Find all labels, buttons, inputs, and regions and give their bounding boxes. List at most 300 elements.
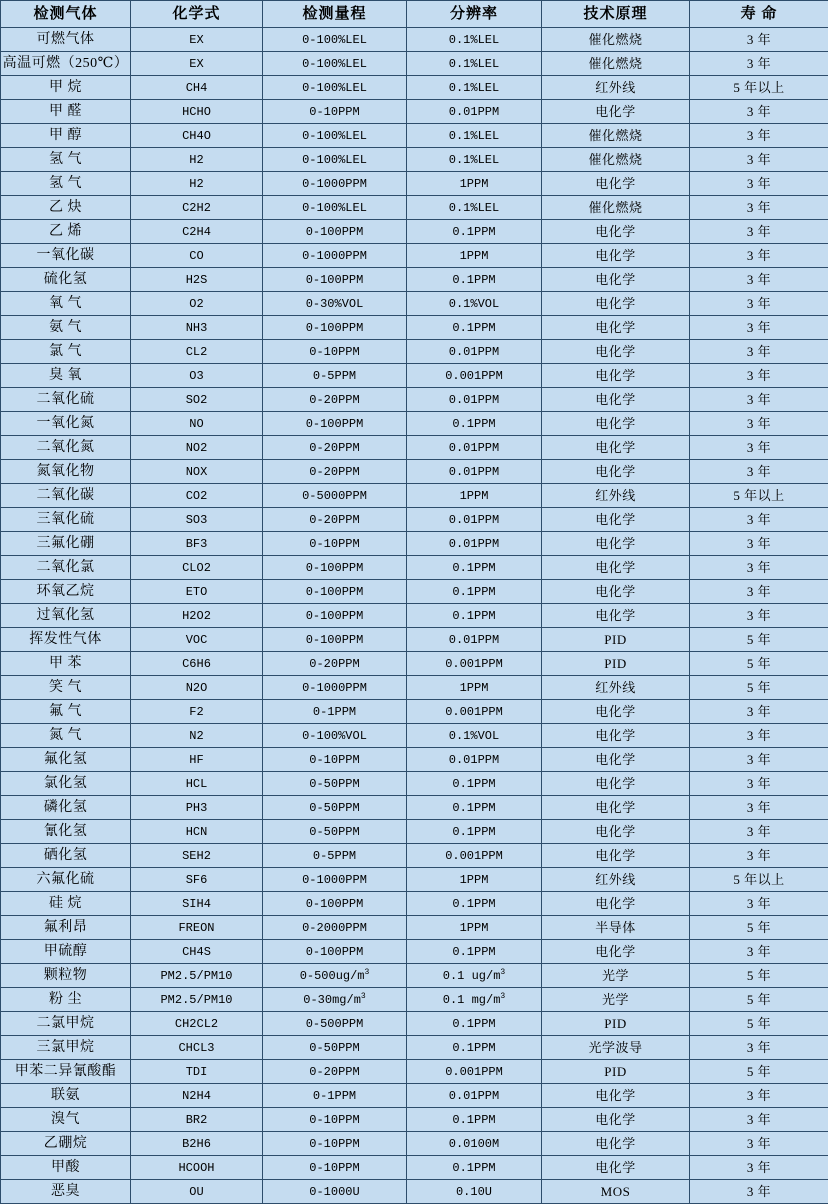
cell-gas-name: 氯化氢 [1, 772, 131, 796]
cell-gas-name: 甲 烷 [1, 76, 131, 100]
cell-technology: 电化学 [542, 388, 690, 412]
cell-gas-name: 联氨 [1, 1084, 131, 1108]
table-row [1, 700, 828, 724]
cell-lifetime: 5 年以上 [690, 868, 828, 892]
cell-range: 0-50PPM [263, 796, 407, 820]
cell-formula: O3 [131, 364, 263, 388]
cell-lifetime: 5 年 [690, 1012, 828, 1036]
cell-gas-name: 挥发性气体 [1, 628, 131, 652]
cell-resolution: 0.1PPM [407, 412, 542, 436]
cell-formula: VOC [131, 628, 263, 652]
cell-technology: 红外线 [542, 868, 690, 892]
cell-lifetime: 3 年 [690, 148, 828, 172]
cell-gas-name: 甲 醛 [1, 100, 131, 124]
table-row [1, 916, 828, 940]
cell-range: 0-100PPM [263, 628, 407, 652]
cell-technology: 电化学 [542, 748, 690, 772]
cell-technology: 电化学 [542, 796, 690, 820]
cell-formula: CH4S [131, 940, 263, 964]
cell-range: 0-1000PPM [263, 868, 407, 892]
table-row [1, 1012, 828, 1036]
table-row [1, 52, 828, 76]
cell-gas-name: 氯 气 [1, 340, 131, 364]
cell-technology: 光学 [542, 964, 690, 988]
cell-technology: 催化燃烧 [542, 148, 690, 172]
cell-technology: 电化学 [542, 1108, 690, 1132]
cell-range: 0-50PPM [263, 820, 407, 844]
cell-formula: C2H2 [131, 196, 263, 220]
cell-range: 0-100%LEL [263, 196, 407, 220]
table-row [1, 292, 828, 316]
cell-range: 0-1000PPM [263, 244, 407, 268]
table-row [1, 892, 828, 916]
cell-lifetime: 3 年 [690, 364, 828, 388]
cell-range: 0-100PPM [263, 892, 407, 916]
cell-gas-name: 高温可燃（250℃） [1, 52, 131, 76]
cell-resolution: 1PPM [407, 676, 542, 700]
cell-lifetime: 3 年 [690, 556, 828, 580]
cell-technology: 电化学 [542, 220, 690, 244]
cell-lifetime: 3 年 [690, 532, 828, 556]
cell-formula: NOX [131, 460, 263, 484]
cell-resolution: 0.1PPM [407, 772, 542, 796]
cell-gas-name: 甲苯二异氰酸酯 [1, 1060, 131, 1084]
cell-resolution: 1PPM [407, 916, 542, 940]
cell-technology: PID [542, 628, 690, 652]
cell-technology: 电化学 [542, 340, 690, 364]
cell-resolution: 0.1%LEL [407, 52, 542, 76]
cell-gas-name: 过氧化氢 [1, 604, 131, 628]
cell-gas-name: 溴气 [1, 1108, 131, 1132]
cell-resolution: 0.1%LEL [407, 28, 542, 52]
cell-lifetime: 3 年 [690, 892, 828, 916]
cell-range: 0-2000PPM [263, 916, 407, 940]
cell-range: 0-100%LEL [263, 76, 407, 100]
cell-formula: B2H6 [131, 1132, 263, 1156]
cell-gas-name: 氟化氢 [1, 748, 131, 772]
cell-lifetime: 5 年 [690, 964, 828, 988]
cell-formula: H2 [131, 172, 263, 196]
table-row [1, 868, 828, 892]
cell-lifetime: 5 年以上 [690, 484, 828, 508]
cell-resolution: 0.01PPM [407, 388, 542, 412]
cell-technology: 电化学 [542, 532, 690, 556]
table-header [1, 1, 828, 28]
cell-technology: 电化学 [542, 292, 690, 316]
cell-formula: SO3 [131, 508, 263, 532]
table-row [1, 316, 828, 340]
cell-lifetime: 3 年 [690, 1108, 828, 1132]
cell-resolution: 0.1PPM [407, 556, 542, 580]
cell-technology: 光学波导 [542, 1036, 690, 1060]
cell-range: 0-5000PPM [263, 484, 407, 508]
cell-range: 0-100%LEL [263, 28, 407, 52]
cell-formula: C6H6 [131, 652, 263, 676]
cell-range: 0-10PPM [263, 100, 407, 124]
cell-gas-name: 二氧化氯 [1, 556, 131, 580]
cell-formula: PM2.5/PM10 [131, 988, 263, 1012]
cell-technology: 红外线 [542, 484, 690, 508]
cell-resolution: 1PPM [407, 172, 542, 196]
cell-technology: PID [542, 652, 690, 676]
cell-resolution: 0.1PPM [407, 940, 542, 964]
cell-range: 0-5PPM [263, 364, 407, 388]
cell-lifetime: 3 年 [690, 28, 828, 52]
cell-gas-name: 颗粒物 [1, 964, 131, 988]
table-row [1, 1108, 828, 1132]
cell-lifetime: 3 年 [690, 340, 828, 364]
cell-formula: HF [131, 748, 263, 772]
table-row [1, 412, 828, 436]
cell-formula: FREON [131, 916, 263, 940]
cell-gas-name: 二氧化氮 [1, 436, 131, 460]
cell-gas-name: 氮氧化物 [1, 460, 131, 484]
cell-gas-name: 甲 苯 [1, 652, 131, 676]
cell-resolution: 0.1%VOL [407, 724, 542, 748]
cell-resolution: 0.1PPM [407, 1012, 542, 1036]
cell-resolution: 1PPM [407, 244, 542, 268]
cell-gas-name: 氢 气 [1, 172, 131, 196]
cell-resolution: 0.1%LEL [407, 196, 542, 220]
cell-resolution: 0.1PPM [407, 820, 542, 844]
cell-formula: EX [131, 28, 263, 52]
cell-range: 0-20PPM [263, 1060, 407, 1084]
cell-range: 0-100PPM [263, 556, 407, 580]
cell-technology: PID [542, 1060, 690, 1084]
cell-lifetime: 3 年 [690, 940, 828, 964]
cell-gas-name: 乙 炔 [1, 196, 131, 220]
cell-formula: SIH4 [131, 892, 263, 916]
cell-gas-name: 乙 烯 [1, 220, 131, 244]
column-header-technology: 技术原理 [542, 1, 690, 28]
cell-resolution: 0.001PPM [407, 364, 542, 388]
cell-range: 0-10PPM [263, 340, 407, 364]
cell-resolution: 0.1 $ug/m^3$ [407, 964, 542, 988]
cell-formula: SF6 [131, 868, 263, 892]
cell-lifetime: 3 年 [690, 292, 828, 316]
cell-technology: 电化学 [542, 268, 690, 292]
cell-technology: 红外线 [542, 76, 690, 100]
cell-range: 0-100PPM [263, 412, 407, 436]
cell-resolution: 0.1%VOL [407, 292, 542, 316]
table-row [1, 76, 828, 100]
cell-formula: CHCL3 [131, 1036, 263, 1060]
table-row [1, 1156, 828, 1180]
cell-formula: OU [131, 1180, 263, 1204]
column-header-resolution: 分辨率 [407, 1, 542, 28]
cell-formula: CO2 [131, 484, 263, 508]
cell-gas-name: 三氧化硫 [1, 508, 131, 532]
cell-resolution: 0.001PPM [407, 700, 542, 724]
table-row [1, 604, 828, 628]
cell-formula: SEH2 [131, 844, 263, 868]
cell-lifetime: 5 年以上 [690, 76, 828, 100]
cell-gas-name: 氧 气 [1, 292, 131, 316]
column-header-formula: 化学式 [131, 1, 263, 28]
cell-lifetime: 3 年 [690, 196, 828, 220]
table-row [1, 556, 828, 580]
cell-range: 0-10PPM [263, 748, 407, 772]
cell-lifetime: 3 年 [690, 436, 828, 460]
cell-resolution: 1PPM [407, 484, 542, 508]
cell-gas-name: 氰化氢 [1, 820, 131, 844]
cell-lifetime: 3 年 [690, 508, 828, 532]
cell-range: 0-10PPM [263, 1132, 407, 1156]
cell-resolution: 0.01PPM [407, 508, 542, 532]
table-row [1, 652, 828, 676]
cell-technology: 电化学 [542, 244, 690, 268]
cell-lifetime: 3 年 [690, 172, 828, 196]
cell-resolution: 0.001PPM [407, 1060, 542, 1084]
table-row [1, 676, 828, 700]
table-row [1, 244, 828, 268]
table-row [1, 340, 828, 364]
cell-technology: 电化学 [542, 580, 690, 604]
cell-resolution: 0.1PPM [407, 1036, 542, 1060]
cell-lifetime: 3 年 [690, 244, 828, 268]
table-row [1, 532, 828, 556]
cell-resolution: 0.01PPM [407, 1084, 542, 1108]
table-row [1, 580, 828, 604]
cell-technology: 电化学 [542, 772, 690, 796]
cell-gas-name: 氮 气 [1, 724, 131, 748]
cell-formula: C2H4 [131, 220, 263, 244]
cell-formula: BF3 [131, 532, 263, 556]
cell-range: 0-20PPM [263, 388, 407, 412]
cell-range: 0-100PPM [263, 940, 407, 964]
cell-formula: CL2 [131, 340, 263, 364]
table-row [1, 1180, 828, 1204]
cell-range: 0-500PPM [263, 1012, 407, 1036]
cell-lifetime: 5 年 [690, 988, 828, 1012]
cell-lifetime: 3 年 [690, 220, 828, 244]
cell-range: 0-20PPM [263, 652, 407, 676]
cell-formula: PM2.5/PM10 [131, 964, 263, 988]
table-row [1, 1132, 828, 1156]
cell-gas-name: 乙硼烷 [1, 1132, 131, 1156]
cell-technology: 电化学 [542, 844, 690, 868]
cell-resolution: 0.01PPM [407, 532, 542, 556]
cell-technology: 电化学 [542, 556, 690, 580]
cell-formula: NO2 [131, 436, 263, 460]
cell-resolution: 0.01PPM [407, 628, 542, 652]
cell-range: 0-1000PPM [263, 172, 407, 196]
cell-formula: NO [131, 412, 263, 436]
cell-gas-name: 三氟化硼 [1, 532, 131, 556]
cell-lifetime: 5 年 [690, 916, 828, 940]
table-row [1, 772, 828, 796]
cell-gas-name: 甲 醇 [1, 124, 131, 148]
cell-lifetime: 3 年 [690, 796, 828, 820]
table-row [1, 100, 828, 124]
cell-resolution: 0.1PPM [407, 1108, 542, 1132]
table-row [1, 196, 828, 220]
cell-resolution: 0.1%LEL [407, 76, 542, 100]
cell-lifetime: 3 年 [690, 772, 828, 796]
cell-formula: HCL [131, 772, 263, 796]
cell-gas-name: 三氯甲烷 [1, 1036, 131, 1060]
cell-formula: TDI [131, 1060, 263, 1084]
cell-resolution: 0.01PPM [407, 100, 542, 124]
table-row [1, 820, 828, 844]
cell-technology: 催化燃烧 [542, 124, 690, 148]
cell-technology: 电化学 [542, 460, 690, 484]
cell-range: 0-100%LEL [263, 124, 407, 148]
cell-technology: 电化学 [542, 412, 690, 436]
cell-gas-name: 笑 气 [1, 676, 131, 700]
cell-gas-name: 恶臭 [1, 1180, 131, 1204]
cell-formula: CLO2 [131, 556, 263, 580]
table-row [1, 1036, 828, 1060]
cell-technology: 电化学 [542, 940, 690, 964]
cell-gas-name: 硅 烷 [1, 892, 131, 916]
cell-gas-name: 甲硫醇 [1, 940, 131, 964]
cell-technology: 电化学 [542, 1156, 690, 1180]
cell-technology: 电化学 [542, 364, 690, 388]
cell-gas-name: 氢 气 [1, 148, 131, 172]
table-row [1, 988, 828, 1012]
cell-technology: 半导体 [542, 916, 690, 940]
cell-resolution: 0.1PPM [407, 796, 542, 820]
cell-resolution: 0.1PPM [407, 604, 542, 628]
cell-lifetime: 3 年 [690, 724, 828, 748]
cell-lifetime: 3 年 [690, 52, 828, 76]
cell-lifetime: 3 年 [690, 1132, 828, 1156]
table-row [1, 940, 828, 964]
table-row [1, 436, 828, 460]
cell-range: 0-30%VOL [263, 292, 407, 316]
cell-formula: N2H4 [131, 1084, 263, 1108]
cell-gas-name: 二氧化碳 [1, 484, 131, 508]
cell-formula: H2 [131, 148, 263, 172]
cell-range: 0-100PPM [263, 220, 407, 244]
table-row [1, 628, 828, 652]
cell-technology: PID [542, 1012, 690, 1036]
cell-lifetime: 3 年 [690, 388, 828, 412]
cell-formula: N2 [131, 724, 263, 748]
cell-resolution: 0.1PPM [407, 1156, 542, 1180]
cell-range: 0-50PPM [263, 1036, 407, 1060]
cell-range: 0-20PPM [263, 508, 407, 532]
cell-resolution: 0.1PPM [407, 316, 542, 340]
cell-formula: CH4 [131, 76, 263, 100]
cell-formula: F2 [131, 700, 263, 724]
cell-gas-name: 粉 尘 [1, 988, 131, 1012]
cell-technology: 电化学 [542, 436, 690, 460]
cell-resolution: 0.01PPM [407, 748, 542, 772]
cell-lifetime: 3 年 [690, 1180, 828, 1204]
cell-lifetime: 3 年 [690, 124, 828, 148]
cell-gas-name: 磷化氢 [1, 796, 131, 820]
cell-gas-name: 甲酸 [1, 1156, 131, 1180]
cell-resolution: 0.1%LEL [407, 124, 542, 148]
cell-technology: 电化学 [542, 820, 690, 844]
cell-lifetime: 5 年 [690, 1060, 828, 1084]
table-row [1, 124, 828, 148]
cell-gas-name: 硫化氢 [1, 268, 131, 292]
table-row [1, 748, 828, 772]
cell-range: 0-100%LEL [263, 148, 407, 172]
cell-range: 0-100PPM [263, 268, 407, 292]
cell-lifetime: 3 年 [690, 1156, 828, 1180]
cell-resolution: 0.1PPM [407, 220, 542, 244]
cell-resolution: 0.01PPM [407, 460, 542, 484]
cell-technology: 催化燃烧 [542, 196, 690, 220]
cell-gas-name: 硒化氢 [1, 844, 131, 868]
cell-range: 0-50PPM [263, 772, 407, 796]
cell-range: 0-20PPM [263, 460, 407, 484]
cell-formula: BR2 [131, 1108, 263, 1132]
cell-lifetime: 3 年 [690, 1036, 828, 1060]
cell-formula: CH2CL2 [131, 1012, 263, 1036]
column-header-range: 检测量程 [263, 1, 407, 28]
cell-gas-name: 二氧化硫 [1, 388, 131, 412]
table-header-row [1, 1, 828, 28]
cell-gas-name: 氨 气 [1, 316, 131, 340]
cell-formula: O2 [131, 292, 263, 316]
cell-gas-name: 二氯甲烷 [1, 1012, 131, 1036]
cell-gas-name: 环氧乙烷 [1, 580, 131, 604]
cell-formula: CH4O [131, 124, 263, 148]
cell-formula: HCHO [131, 100, 263, 124]
cell-range: 0-1PPM [263, 1084, 407, 1108]
cell-lifetime: 5 年 [690, 676, 828, 700]
cell-lifetime: 3 年 [690, 316, 828, 340]
cell-range: 0-1000U [263, 1180, 407, 1204]
cell-resolution: 0.10U [407, 1180, 542, 1204]
cell-gas-name: 氟 气 [1, 700, 131, 724]
cell-range: 0-100PPM [263, 604, 407, 628]
cell-formula: H2O2 [131, 604, 263, 628]
cell-technology: 光学 [542, 988, 690, 1012]
table-row [1, 268, 828, 292]
table-row [1, 844, 828, 868]
cell-lifetime: 3 年 [690, 1084, 828, 1108]
cell-range: 0-1PPM [263, 700, 407, 724]
table-row [1, 964, 828, 988]
table-row [1, 1084, 828, 1108]
cell-resolution: 0.1PPM [407, 892, 542, 916]
cell-gas-name: 可燃气体 [1, 28, 131, 52]
cell-technology: 电化学 [542, 508, 690, 532]
cell-technology: 电化学 [542, 172, 690, 196]
cell-lifetime: 3 年 [690, 100, 828, 124]
cell-range: $0-30mg/m^3$ [263, 988, 407, 1012]
cell-resolution: 0.1PPM [407, 268, 542, 292]
column-header-lifetime: 寿 命 [690, 1, 828, 28]
cell-resolution: 0.1 $mg/m^3$ [407, 988, 542, 1012]
cell-range: 0-10PPM [263, 532, 407, 556]
table-row [1, 364, 828, 388]
cell-resolution: 0.001PPM [407, 652, 542, 676]
cell-range: 0-100%LEL [263, 52, 407, 76]
cell-lifetime: 3 年 [690, 460, 828, 484]
table-row [1, 388, 828, 412]
cell-resolution: 0.1%LEL [407, 148, 542, 172]
cell-gas-name: 一氧化氮 [1, 412, 131, 436]
table-row [1, 796, 828, 820]
cell-formula: NH3 [131, 316, 263, 340]
cell-technology: 电化学 [542, 1084, 690, 1108]
cell-technology: 电化学 [542, 100, 690, 124]
cell-gas-name: 一氧化碳 [1, 244, 131, 268]
table-row [1, 148, 828, 172]
column-header-gas: 检测气体 [1, 1, 131, 28]
cell-formula: N2O [131, 676, 263, 700]
cell-gas-name: 六氟化硫 [1, 868, 131, 892]
cell-formula: HCN [131, 820, 263, 844]
table-row [1, 484, 828, 508]
